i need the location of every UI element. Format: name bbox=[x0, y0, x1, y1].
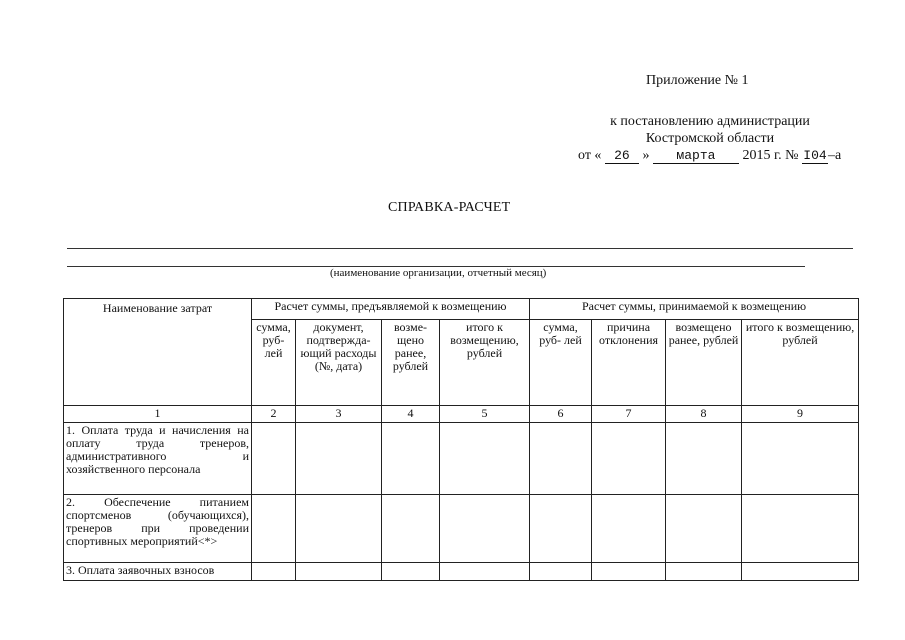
empty-cell bbox=[530, 563, 592, 581]
resolution-line: к постановлению администрации bbox=[610, 114, 810, 129]
header-group-presented: Расчет суммы, предъявляемой к возмещению bbox=[252, 299, 530, 320]
empty-cell bbox=[666, 563, 742, 581]
cost-item-label: 1. Оплата труда и начисления на оплату труда тренеров, административного и хозяйственного персонала bbox=[64, 423, 252, 495]
empty-cell bbox=[252, 563, 296, 581]
column-number: 9 bbox=[742, 406, 859, 423]
resolution-number: I04 bbox=[803, 148, 827, 163]
empty-cell bbox=[296, 563, 382, 581]
empty-cell bbox=[530, 495, 592, 563]
empty-cell bbox=[382, 423, 440, 495]
table-header-row bbox=[64, 299, 859, 320]
resolution-line: Костромской области bbox=[645, 131, 775, 146]
empty-cell bbox=[666, 495, 742, 563]
column-number: 7 bbox=[592, 406, 666, 423]
resolution-reference bbox=[560, 113, 860, 147]
table-row bbox=[64, 423, 859, 495]
column-number-row bbox=[64, 406, 859, 423]
column-number: 6 bbox=[530, 406, 592, 423]
table-row bbox=[64, 495, 859, 563]
empty-cell bbox=[742, 495, 859, 563]
empty-cell bbox=[252, 423, 296, 495]
empty-cell bbox=[382, 495, 440, 563]
empty-cell bbox=[382, 563, 440, 581]
subheader-cell: возмещено ранее, рублей bbox=[666, 320, 742, 406]
cost-item-label: 3. Оплата заявочных взносов bbox=[64, 563, 252, 581]
header-group-accepted: Расчет суммы, принимаемой к возмещению bbox=[530, 299, 859, 320]
empty-cell bbox=[440, 423, 530, 495]
empty-cell bbox=[666, 423, 742, 495]
subheader-cell: итого к возмещению, рублей bbox=[440, 320, 530, 406]
date-month: марта bbox=[653, 149, 739, 164]
document-title: СПРАВКА-РАСЧЕТ bbox=[388, 200, 511, 215]
resolution-date-line bbox=[578, 148, 841, 164]
cost-item-label: 2. Обеспечение питанием спортсменов (обучающихся), тренеров при проведении спортивных мероприятий<*> bbox=[64, 495, 252, 563]
empty-cell bbox=[252, 495, 296, 563]
subheader-cell: сумма, руб- лей bbox=[530, 320, 592, 406]
appendix-label: Приложение № 1 bbox=[646, 73, 749, 88]
empty-cell bbox=[440, 563, 530, 581]
date-mid: » bbox=[642, 148, 650, 163]
org-name-caption: (наименование организации, отчетный месяц) bbox=[330, 267, 547, 279]
empty-cell bbox=[592, 495, 666, 563]
subheader-cell: документ, подтвержда- ющий расходы (№, дата) bbox=[296, 320, 382, 406]
date-day: 26 bbox=[605, 149, 639, 164]
column-number: 3 bbox=[296, 406, 382, 423]
header-cost-name: Наименование затрат bbox=[64, 299, 252, 406]
empty-cell bbox=[742, 563, 859, 581]
empty-cell bbox=[296, 495, 382, 563]
empty-cell bbox=[742, 423, 859, 495]
subheader-cell: причина отклонения bbox=[592, 320, 666, 406]
column-number: 5 bbox=[440, 406, 530, 423]
column-number: 2 bbox=[252, 406, 296, 423]
empty-cell bbox=[530, 423, 592, 495]
calculation-table bbox=[63, 298, 859, 581]
empty-cell bbox=[592, 563, 666, 581]
date-year: 2015 г. № bbox=[742, 148, 799, 163]
subheader-cell: итого к возмещению, рублей bbox=[742, 320, 859, 406]
date-prefix: от « bbox=[578, 148, 602, 163]
empty-cell bbox=[296, 423, 382, 495]
org-name-line bbox=[67, 248, 853, 249]
resolution-suffix: –а bbox=[827, 148, 842, 163]
empty-cell bbox=[592, 423, 666, 495]
table-row bbox=[64, 563, 859, 581]
subheader-cell: возме- щено ранее, рублей bbox=[382, 320, 440, 406]
column-number: 8 bbox=[666, 406, 742, 423]
column-number: 1 bbox=[64, 406, 252, 423]
column-number: 4 bbox=[382, 406, 440, 423]
subheader-cell: сумма, руб- лей bbox=[252, 320, 296, 406]
empty-cell bbox=[440, 495, 530, 563]
